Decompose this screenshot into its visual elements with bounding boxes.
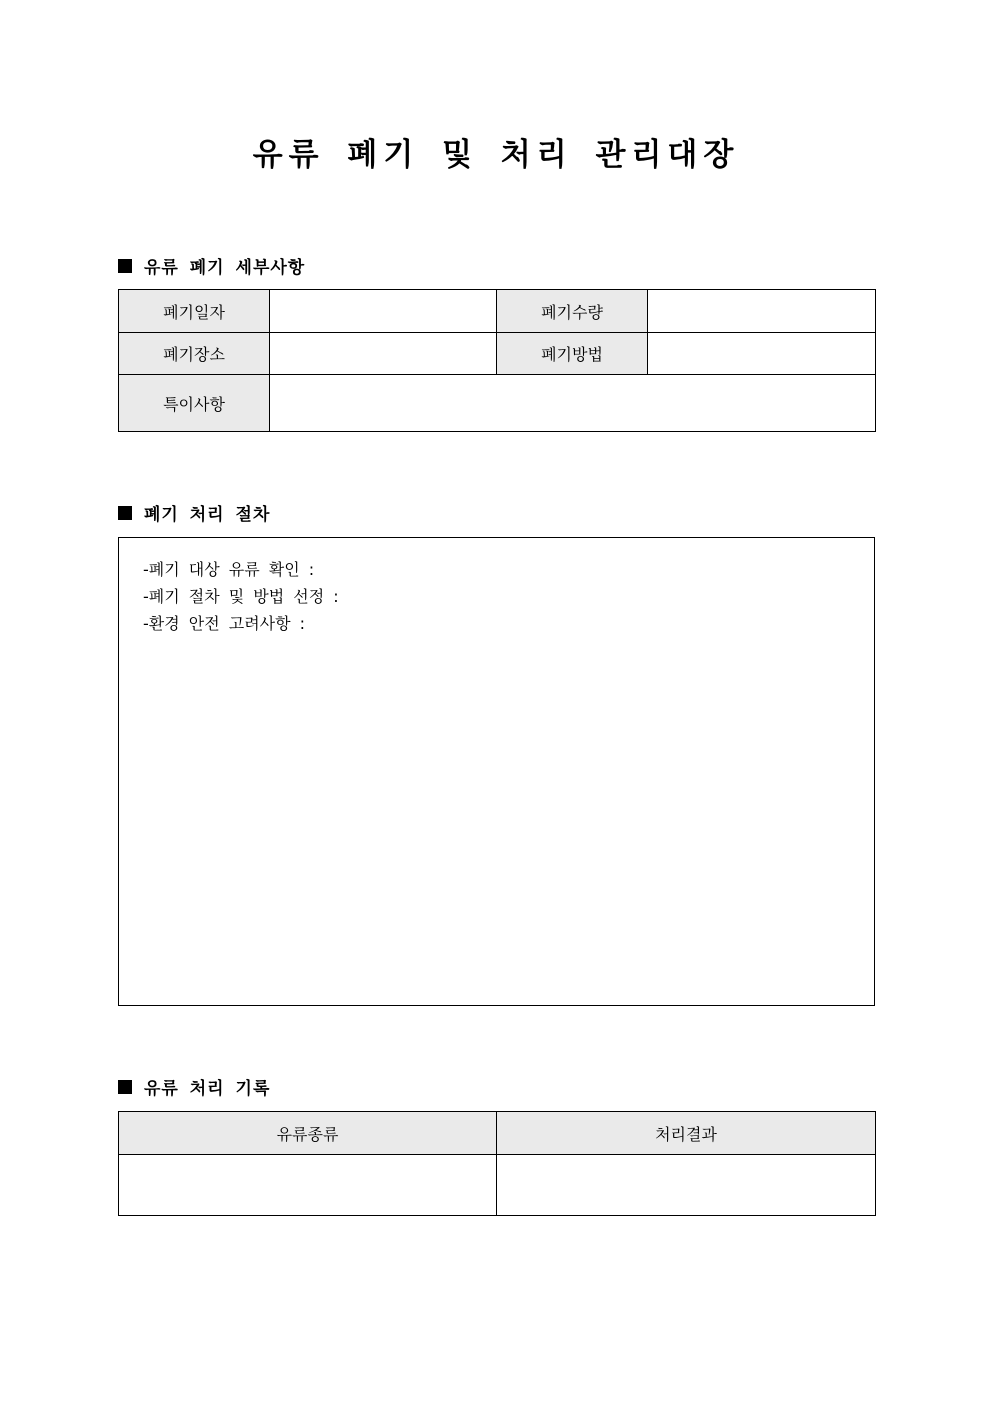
- procedure-list: [143, 556, 339, 637]
- procedure-item-environment-safety: -환경 안전 고려사항 :: [143, 614, 306, 633]
- details-row: [119, 333, 876, 375]
- record-row: [119, 1155, 876, 1216]
- disposal-quantity-label: 폐기수량: [497, 290, 648, 333]
- remarks-label: 특이사항: [119, 375, 270, 432]
- page-title: 유류 폐기 및 처리 관리대장: [252, 137, 740, 173]
- details-row: [119, 375, 876, 432]
- procedure-text-area[interactable]: [118, 537, 875, 1006]
- oil-type-header: 유류종류: [119, 1112, 497, 1155]
- black-square-icon: [118, 1080, 132, 1094]
- black-square-icon: [118, 506, 132, 520]
- record-header-row: [119, 1112, 876, 1155]
- disposal-method-field[interactable]: [648, 333, 876, 375]
- record-table: [118, 1111, 876, 1216]
- disposal-date-field[interactable]: [270, 290, 497, 333]
- details-table: [118, 289, 876, 432]
- section-heading-procedure-label: 폐기 처리 절차: [144, 504, 271, 525]
- disposal-location-field[interactable]: [270, 333, 497, 375]
- treatment-result-field[interactable]: [497, 1155, 876, 1216]
- oil-type-field[interactable]: [119, 1155, 497, 1216]
- section-heading-details: [118, 253, 305, 277]
- section-heading-record: [118, 1074, 270, 1098]
- treatment-result-header: 처리결과: [497, 1112, 876, 1155]
- section-heading-record-label: 유류 처리 기록: [144, 1078, 271, 1099]
- procedure-item-method-selection: -폐기 절차 및 방법 선정 :: [143, 587, 339, 606]
- disposal-location-label: 폐기장소: [119, 333, 270, 375]
- section-heading-details-label: 유류 폐기 세부사항: [144, 257, 306, 278]
- procedure-item-target-oil: -폐기 대상 유류 확인 :: [143, 560, 315, 579]
- details-row: [119, 290, 876, 333]
- black-square-icon: [118, 259, 132, 273]
- remarks-field[interactable]: [270, 375, 876, 432]
- disposal-method-label: 폐기방법: [497, 333, 648, 375]
- disposal-date-label: 폐기일자: [119, 290, 270, 333]
- section-heading-procedure: [118, 500, 270, 524]
- disposal-quantity-field[interactable]: [648, 290, 876, 333]
